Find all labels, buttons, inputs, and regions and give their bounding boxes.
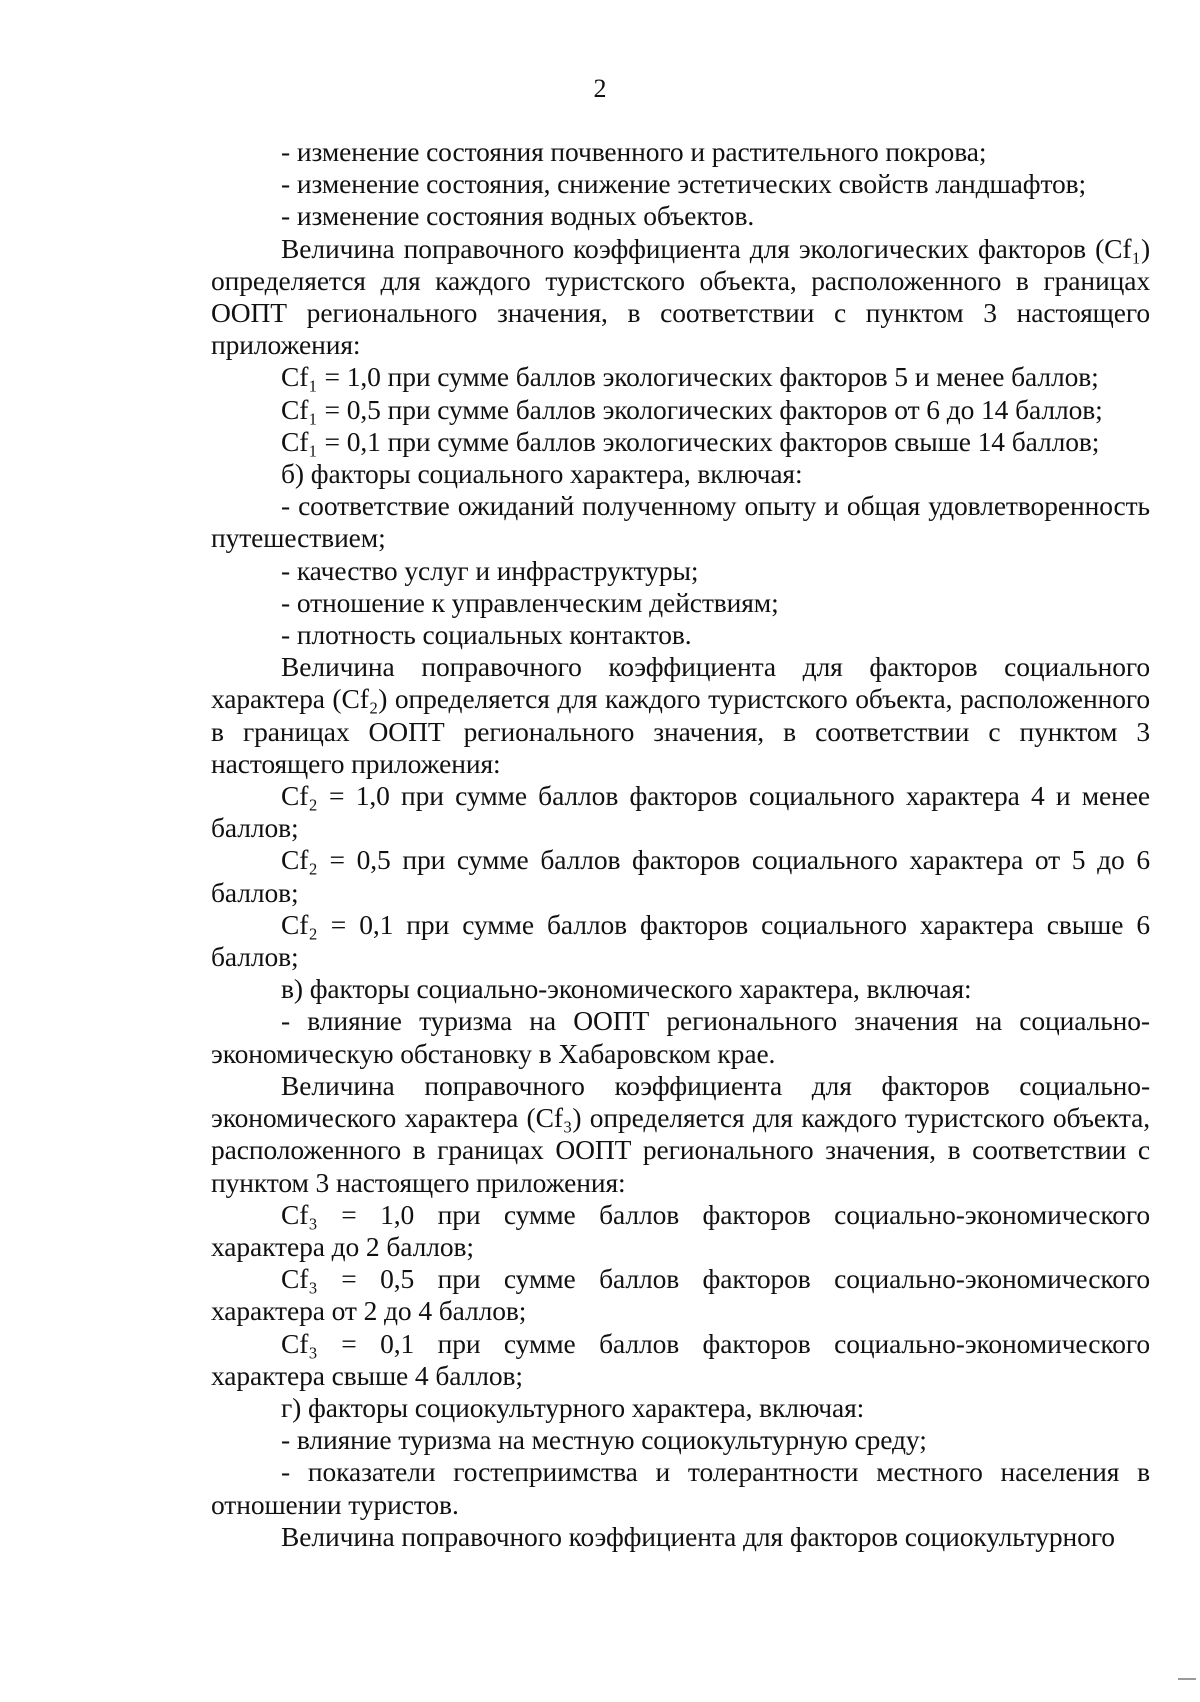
paragraph-sociocultural-coefficient-start: Величина поправочного коэффициента для факторов социокультурного <box>281 1520 1115 1552</box>
paragraph-cf2-value-3: Cf₂ = 0,1 при сумме баллов факторов социального характера свыше 6 баллов; <box>211 908 1150 973</box>
paragraph-cf2-definition: Величина поправочного коэффициента для факторов социального характера (Cf₂) определяется для каждого туристского объекта, расположенного в границах ООПТ регионального значения, в соответствии с пунктом 3 настоящего приложения: <box>211 651 1150 779</box>
paragraph-cf3-value-2: Cf₃ = 0,5 при сумме баллов факторов социально-экономического характера от 2 до 4 баллов; <box>211 1263 1150 1327</box>
paragraph-cf1-value-2: Cf₁ = 0,5 при сумме баллов экологических факторов от 6 до 14 баллов; <box>281 393 1103 425</box>
paragraph-cf3-definition: Величина поправочного коэффициента для факторов социально-экономического характера (Cf₃) определяется для каждого туристского объекта, расположенного в границах ООПТ регионального значения, в соответствии с пунктом 3 настоящего приложения: <box>211 1069 1150 1198</box>
paragraph-water-objects-change: - изменение состояния водных объектов. <box>281 200 755 232</box>
paragraph-cf3-value-1: Cf₃ = 1,0 при сумме баллов факторов социально-экономического характера до 2 баллов; <box>211 1198 1150 1262</box>
paragraph-hospitality-tolerance: - показатели гостеприимства и толерантности местного населения в отношении туристов. <box>211 1456 1150 1520</box>
paragraph-socioeconomic-factors-heading: в) факторы социально-экономического характера, включая: <box>281 973 972 1005</box>
paragraph-cf1-value-1: Cf₁ = 1,0 при сумме баллов экологических факторов 5 и менее баллов; <box>281 361 1099 393</box>
page-number: 2 <box>593 74 607 103</box>
paragraph-management-attitude: - отношение к управленческим действиям; <box>281 586 779 618</box>
paragraph-cf2-value-1: Cf₂ = 1,0 при сумме баллов факторов социального характера 4 и менее баллов; <box>211 780 1150 844</box>
paragraph-sociocultural-factors-heading: г) факторы социокультурного характера, включая: <box>281 1391 865 1423</box>
paragraph-socioeconomic-impact: - влияние туризма на ООПТ регионального значения на социально-экономическую обстановку в Хабаровском крае. <box>211 1005 1150 1069</box>
paragraph-cf2-value-2: Cf₂ = 0,5 при сумме баллов факторов социального характера от 5 до 6 баллов; <box>211 844 1150 908</box>
document-body <box>211 136 1150 1553</box>
paragraph-cf3-value-3: Cf₃ = 0,1 при сумме баллов факторов социально-экономического характера свыше 4 баллов; <box>211 1327 1150 1391</box>
paragraph-landscape-change: - изменение состояния, снижение эстетических свойств ландшафтов; <box>281 168 1087 200</box>
paragraph-social-contact-density: - плотность социальных контактов. <box>281 619 692 651</box>
paragraph-sociocultural-impact: - влияние туризма на местную социокультурную среду; <box>281 1424 927 1456</box>
paragraph-soil-cover-change: - изменение состояния почвенного и растительного покрова; <box>281 136 987 167</box>
paragraph-travel-satisfaction: - соответствие ожиданий полученному опыту и общая удовлетворенность путешествием; <box>211 490 1150 554</box>
paragraph-service-quality: - качество услуг и инфраструктуры; <box>281 554 699 586</box>
scan-edge-mark <box>1178 1678 1196 1680</box>
paragraph-cf1-value-3: Cf₁ = 0,1 при сумме баллов экологических факторов свыше 14 баллов; <box>281 425 1100 457</box>
paragraph-cf1-definition: Величина поправочного коэффициента для экологических факторов (Cf₁) определяется для каждого туристского объекта, расположенного в границах ООПТ регионального значения, в соответствии с пунктом 3 настоящего приложения: <box>211 232 1150 361</box>
paragraph-social-factors-heading: б) факторы социального характера, включая: <box>281 458 803 490</box>
